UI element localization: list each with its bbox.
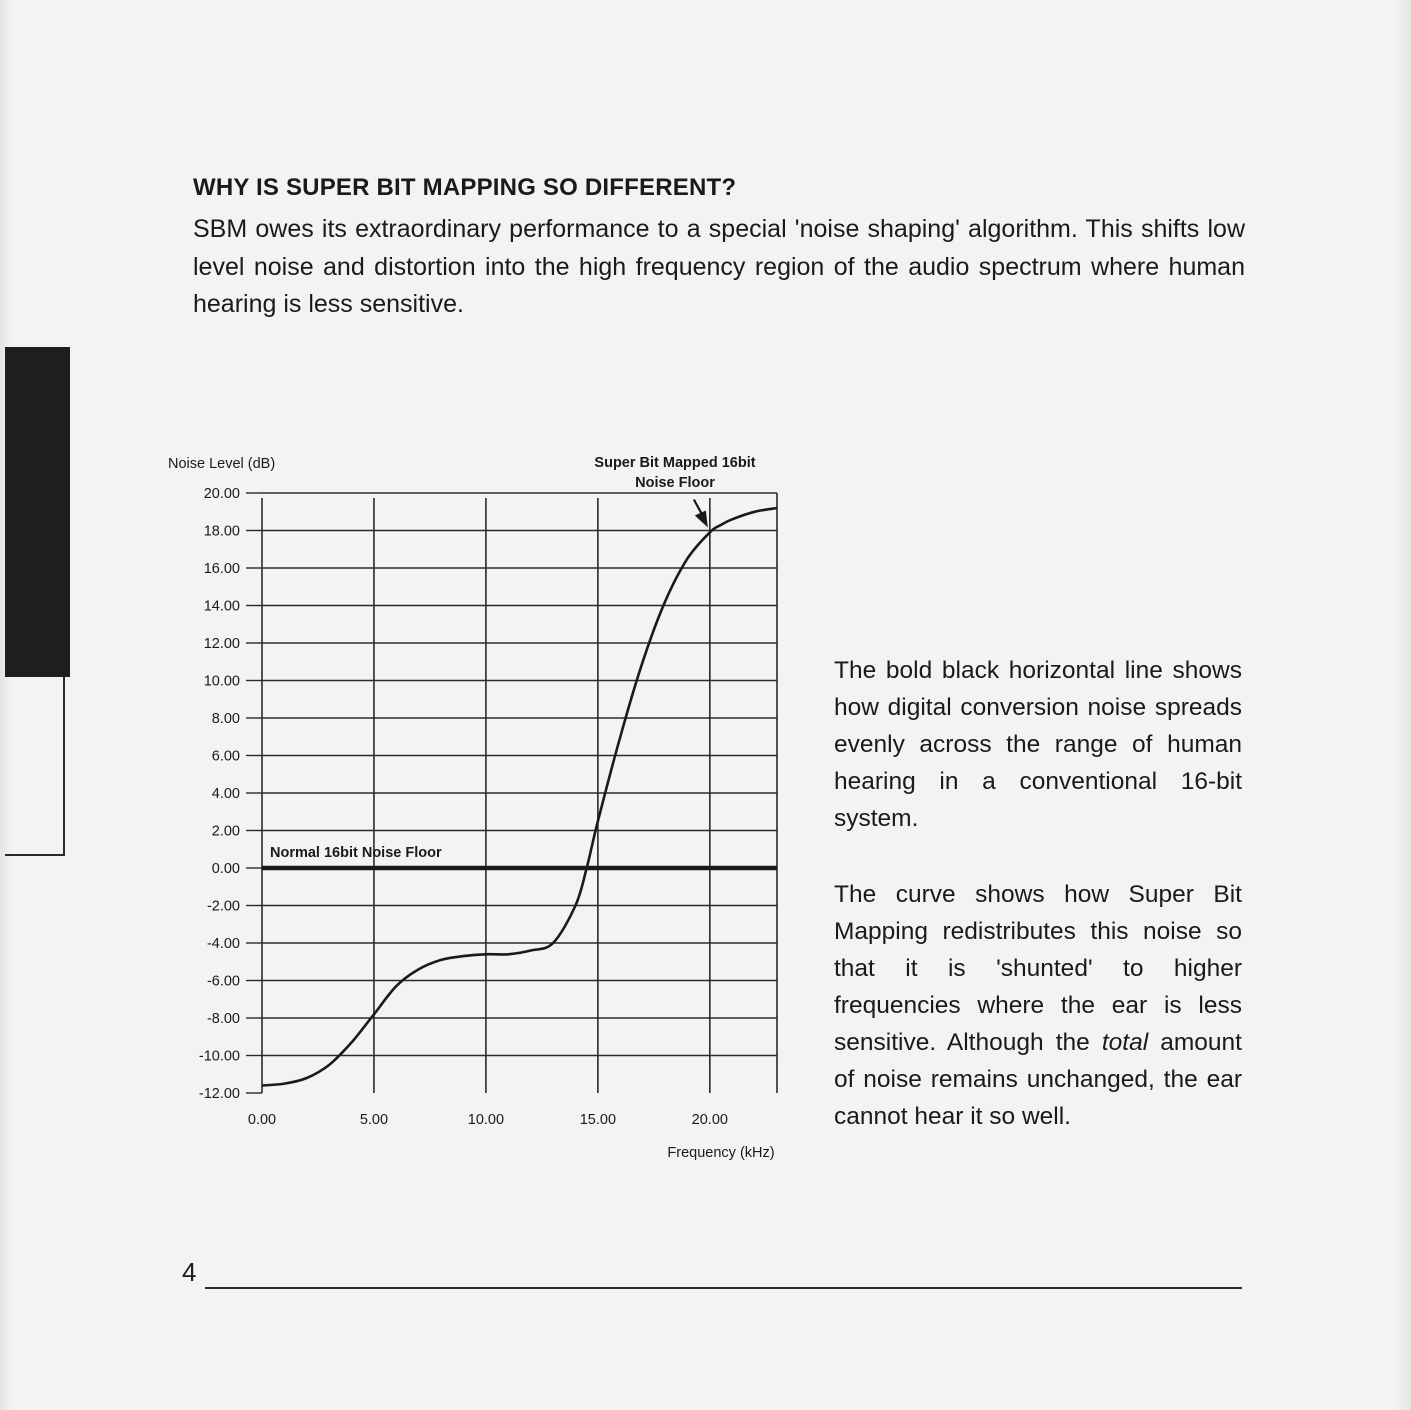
sbm-annotation-arrowhead bbox=[695, 511, 708, 528]
y-tick-label: 0.00 bbox=[211, 861, 240, 877]
footer-rule bbox=[205, 1287, 1242, 1289]
x-tick-label: 20.00 bbox=[691, 1112, 728, 1128]
x-tick-label: 15.00 bbox=[579, 1112, 617, 1128]
sbm-annotation-line-2: Noise Floor bbox=[635, 475, 715, 491]
y-tick-label: 4.00 bbox=[211, 786, 240, 802]
y-tick-label: 16.00 bbox=[203, 561, 240, 577]
sbm-annotation-line-1: Super Bit Mapped 16bit bbox=[594, 455, 756, 471]
y-tick-label: -4.00 bbox=[206, 936, 240, 952]
y-tick-label: -12.00 bbox=[198, 1086, 240, 1102]
y-tick-label: 14.00 bbox=[203, 598, 240, 615]
y-tick-label: -10.00 bbox=[198, 1048, 240, 1065]
y-tick-label: -2.00 bbox=[206, 898, 240, 915]
y-tick-label: 2.00 bbox=[211, 823, 240, 840]
y-tick-label: -6.00 bbox=[206, 973, 240, 990]
curve-explanation-part-1: The curve shows how Super Bit Mapping redistributes this noise so that it is 'shunted' to higher frequencies where the ear is less sensitive. Although the bbox=[834, 881, 1242, 1056]
x-tick-label: 5.00 bbox=[359, 1112, 389, 1128]
x-tick-label: 0.00 bbox=[247, 1112, 277, 1128]
intro-paragraph: SBM owes its extraordinary performance to a special 'noise shaping' algorithm. This shifts low level noise and distortion into the high frequency region of the audio spectrum where human hearing is less sensitive. bbox=[193, 215, 1245, 318]
x-tick-label: 10.00 bbox=[467, 1112, 505, 1128]
y-tick-label: 10.00 bbox=[203, 673, 240, 690]
curve-explanation-part-2: amount of noise remains unchanged, the ear cannot hear it so well. bbox=[834, 1029, 1242, 1130]
y-tick-label: 12.00 bbox=[203, 636, 240, 652]
sbm-noise-floor-curve bbox=[262, 508, 777, 1086]
curve-explanation-emphasis: total bbox=[1101, 1029, 1149, 1056]
horizontal-line-explanation: The bold black horizontal line shows how digital conversion noise spreads evenly across the range of human hearing in a conventional 16-bit system. bbox=[834, 657, 1242, 832]
y-tick-label: -8.00 bbox=[206, 1011, 240, 1027]
y-tick-label: 8.00 bbox=[211, 711, 240, 727]
y-axis-label: Noise Level (dB) bbox=[168, 456, 276, 472]
y-tick-label: 6.00 bbox=[211, 748, 240, 765]
normal-floor-annotation: Normal 16bit Noise Floor bbox=[270, 845, 442, 861]
page-heading: WHY IS SUPER BIT MAPPING SO DIFFERENT? bbox=[193, 174, 737, 201]
y-tick-label: 20.00 bbox=[203, 486, 240, 502]
x-axis-label: Frequency (kHz) bbox=[667, 1145, 775, 1161]
page-number: 4 bbox=[182, 1257, 197, 1287]
curve-explanation bbox=[834, 876, 1242, 1135]
y-tick-label: 18.00 bbox=[203, 523, 240, 540]
